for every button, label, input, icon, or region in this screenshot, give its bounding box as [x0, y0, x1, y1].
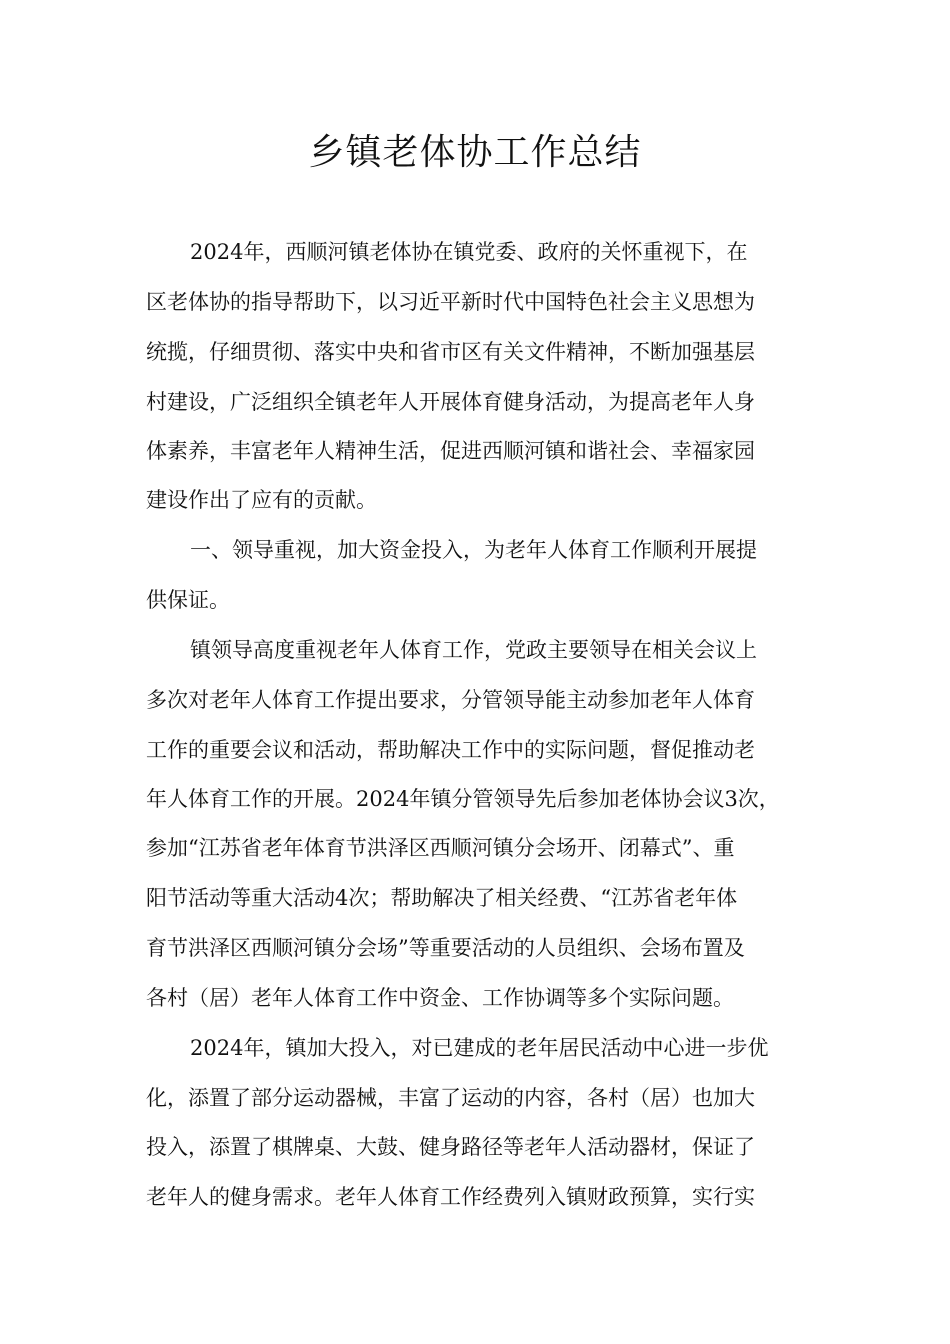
paragraph-line: 建设作出了应有的贡献。	[146, 488, 377, 512]
section-heading-line: 一、领导重视，加大资金投入，为老年人体育工作顺利开展提	[190, 538, 757, 562]
paragraph-line: 参加“江苏省老年体育节洪泽区西顺河镇分会场开、闭幕式”、重	[146, 836, 735, 860]
paragraph-line: 化，添置了部分运动器械，丰富了运动的内容，各村（居）也加大	[146, 1086, 755, 1110]
paragraph-line: 区老体协的指导帮助下，以习近平新时代中国特色社会主义思想为	[146, 290, 755, 314]
paragraph-line: 阳节活动等重大活动4次；帮助解决了相关经费、“江苏省老年体	[146, 886, 738, 910]
paragraph-line: 体素养，丰富老年人精神生活，促进西顺河镇和谐社会、幸福家园	[146, 439, 755, 463]
paragraph-line: 2024年，镇加大投入，对已建成的老年居民活动中心进一步优	[190, 1036, 769, 1060]
paragraph-line: 村建设，广泛组织全镇老年人开展体育健身活动，为提高老年人身	[146, 390, 755, 414]
paragraph-line: 老年人的健身需求。老年人体育工作经费列入镇财政预算，实行实	[146, 1185, 755, 1209]
paragraph-line: 年人体育工作的开展。2024年镇分管领导先后参加老体协会议3次，	[146, 787, 780, 811]
paragraph-line: 育节洪泽区西顺河镇分会场”等重要活动的人员组织、会场布置及	[146, 936, 745, 960]
document-title: 乡镇老体协工作总结	[308, 132, 642, 173]
section-heading-line: 供保证。	[146, 588, 230, 612]
paragraph-line: 投入，添置了棋牌桌、大鼓、健身路径等老年人活动器材，保证了	[146, 1135, 755, 1159]
paragraph-line: 工作的重要会议和活动，帮助解决工作中的实际问题，督促推动老	[146, 738, 755, 762]
paragraph-line: 统揽，仔细贯彻、落实中央和省市区有关文件精神，不断加强基层	[146, 340, 755, 364]
paragraph-line: 镇领导高度重视老年人体育工作，党政主要领导在相关会议上	[190, 638, 757, 662]
paragraph-line: 多次对老年人体育工作提出要求，分管领导能主动参加老年人体育	[146, 688, 755, 712]
paragraph-line: 各村（居）老年人体育工作中资金、工作协调等多个实际问题。	[146, 986, 734, 1010]
paragraph-line: 2024年，西顺河镇老体协在镇党委、政府的关怀重视下，在	[190, 240, 748, 264]
